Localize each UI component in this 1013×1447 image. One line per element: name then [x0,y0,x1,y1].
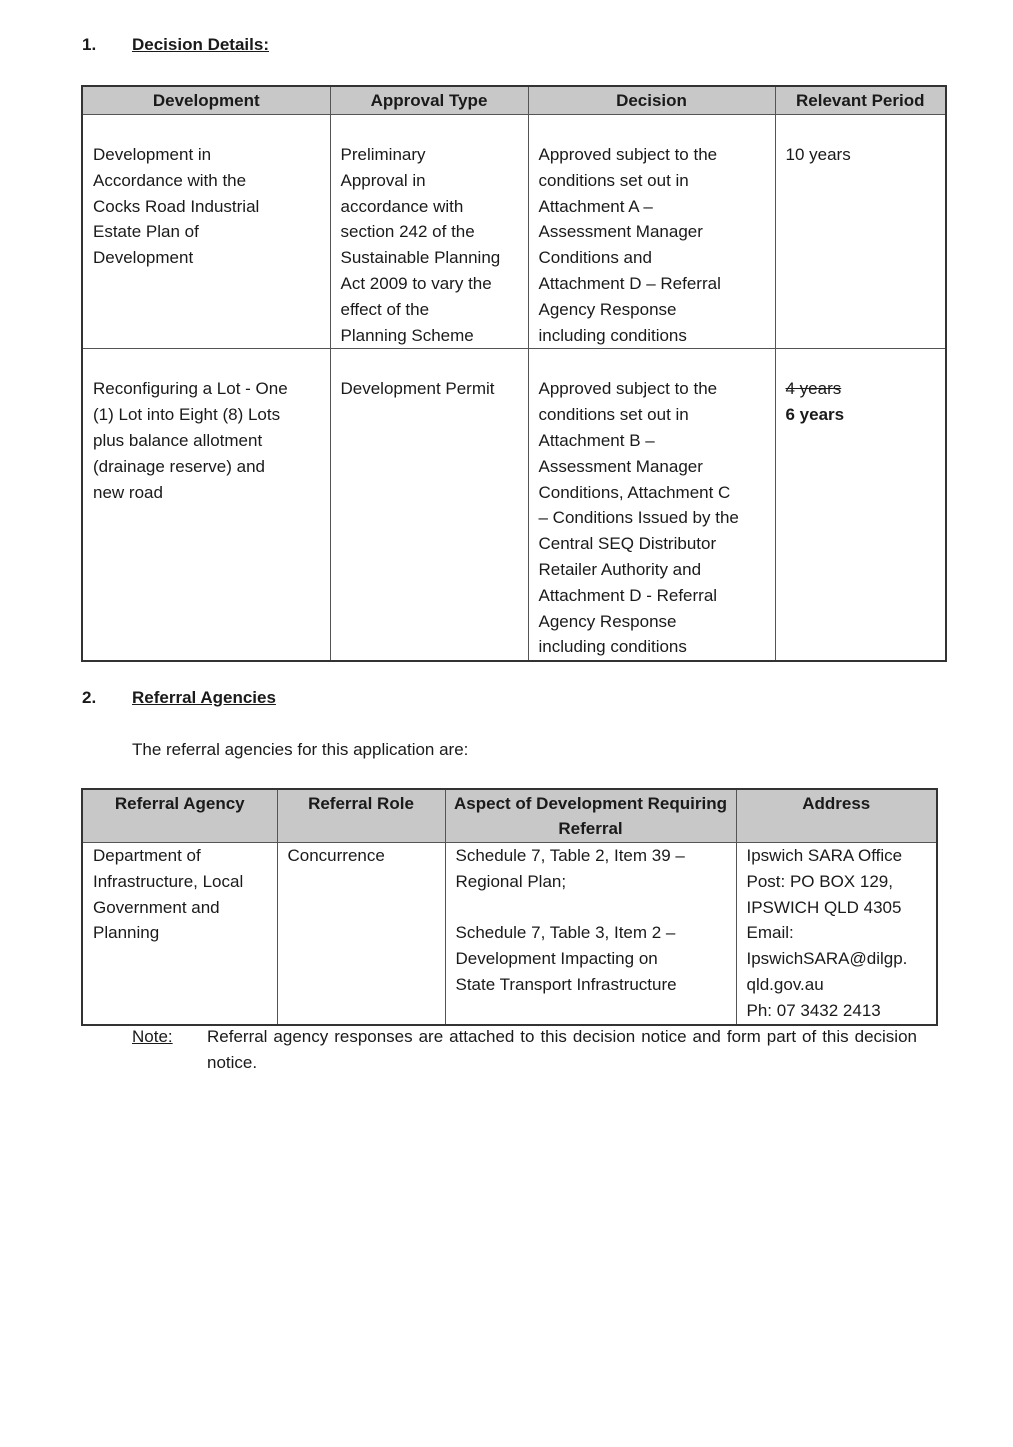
decision-cell [528,115,775,349]
development-cell [82,115,330,349]
text-line: Reconfiguring a Lot - One [93,379,288,399]
text-line: Development Impacting on [455,949,658,969]
column-header: Referral Agency [82,789,277,843]
text-line: IpswichSARA@dilgp. [746,949,908,969]
column-header: Address [736,789,937,843]
text-line: conditions set out in [538,405,689,425]
column-header: Development [82,86,330,115]
text-line: Schedule 7, Table 3, Item 2 – [455,923,676,943]
note-label: Note: [132,1027,173,1046]
table-header-row [82,86,946,115]
section-1-heading [82,32,269,58]
text-line: Infrastructure, Local [93,871,244,891]
column-header: Approval Type [330,86,528,115]
text-line: new road [93,482,163,502]
column-header: Relevant Period [775,86,946,115]
text-line: Approved subject to the [538,379,718,399]
text-line: (1) Lot into Eight (8) Lots [93,405,281,425]
text-line: including conditions [538,637,687,657]
text-line: Planning Scheme [340,325,474,345]
section-number: 2. [82,688,97,707]
text-line: Concurrence [287,846,385,865]
text-line: Schedule 7, Table 2, Item 39 – [455,846,685,865]
amended-period-value: 6 years [785,405,845,425]
text-line: Accordance with the [93,170,247,190]
section-2-heading [82,685,276,711]
approval-type-cell [330,349,528,661]
text-line: Sustainable Planning [340,248,501,268]
section-title: Decision Details: [132,35,269,54]
text-line: Preliminary [340,145,426,164]
text-line: State Transport Infrastructure [455,974,677,994]
text-line: Government and [93,897,220,917]
table-header-row [82,789,937,843]
text-line: plus balance allotment [93,430,263,450]
text-line: (drainage reserve) and [93,456,265,476]
text-line: accordance with [340,196,464,216]
intro-paragraph: The referral agencies for this application are: [132,740,469,759]
aspect-cell [445,843,736,1025]
address-cell [736,843,937,1025]
text-line: Attachment D – Referral [538,273,721,293]
text-line: Approved subject to the [538,145,718,164]
text-line: Assessment Manager [538,456,703,476]
note-text: Referral agency responses are attached to this decision notice and form part of this decision notice. [207,1027,917,1072]
spacer [456,895,728,921]
text-line: Approval in [340,170,426,190]
text-line: Conditions and [538,248,652,268]
relevant-period-cell [775,115,946,349]
period-value: 10 years [785,145,851,164]
text-line: Attachment B – [538,430,655,450]
text-line: Department of [93,846,201,865]
column-header: Decision [528,86,775,115]
text-line: – Conditions Issued by the [538,508,739,528]
text-line: Estate Plan of [93,222,199,242]
column-header: Referral Role [277,789,445,843]
text-line: Post: PO BOX 129, [746,871,893,891]
approval-type-cell [330,115,528,349]
decision-details-table [81,85,947,662]
text-line: Regional Plan; [455,871,567,891]
column-header: Aspect of Development Requiring Referral [445,789,736,843]
text-line: conditions set out in [538,170,689,190]
text-line: Development in [93,145,212,164]
text-line: Conditions, Attachment C [538,482,731,502]
section-number: 1. [82,35,97,54]
development-cell [82,349,330,661]
text-line: Agency Response [538,611,677,631]
text-line: Development [93,248,194,268]
text-line: Email: [746,923,794,943]
section-title: Referral Agencies [132,688,276,707]
struck-period-value: 4 years [785,379,842,399]
relevant-period-cell [775,349,946,661]
text-line: Agency Response [538,299,677,319]
text-line: qld.gov.au [746,974,824,994]
referral-agencies-table [81,788,938,1026]
table-row [82,349,946,661]
text-line: Assessment Manager [538,222,703,242]
text-line: Ph: 07 3432 2413 [746,1000,881,1020]
text-line: Development Permit [340,379,495,399]
text-line: Attachment A – [538,196,653,216]
table-row [82,843,937,1025]
text-line: Planning [93,923,160,943]
referral-agency-cell [82,843,277,1025]
referral-role-cell [277,843,445,1025]
text-line: effect of the [340,299,430,319]
text-line: Ipswich SARA Office [746,846,903,865]
table-row [82,115,946,349]
text-line: Retailer Authority and [538,559,702,579]
text-line: IPSWICH QLD 4305 [746,897,902,917]
text-line: section 242 of the [340,222,475,242]
text-line: Central SEQ Distributor [538,534,717,554]
text-line: Act 2009 to vary the [340,273,492,293]
text-line: Attachment D - Referral [538,585,718,605]
decision-cell [528,349,775,661]
text-line: Cocks Road Industrial [93,196,260,216]
text-line: including conditions [538,325,687,345]
